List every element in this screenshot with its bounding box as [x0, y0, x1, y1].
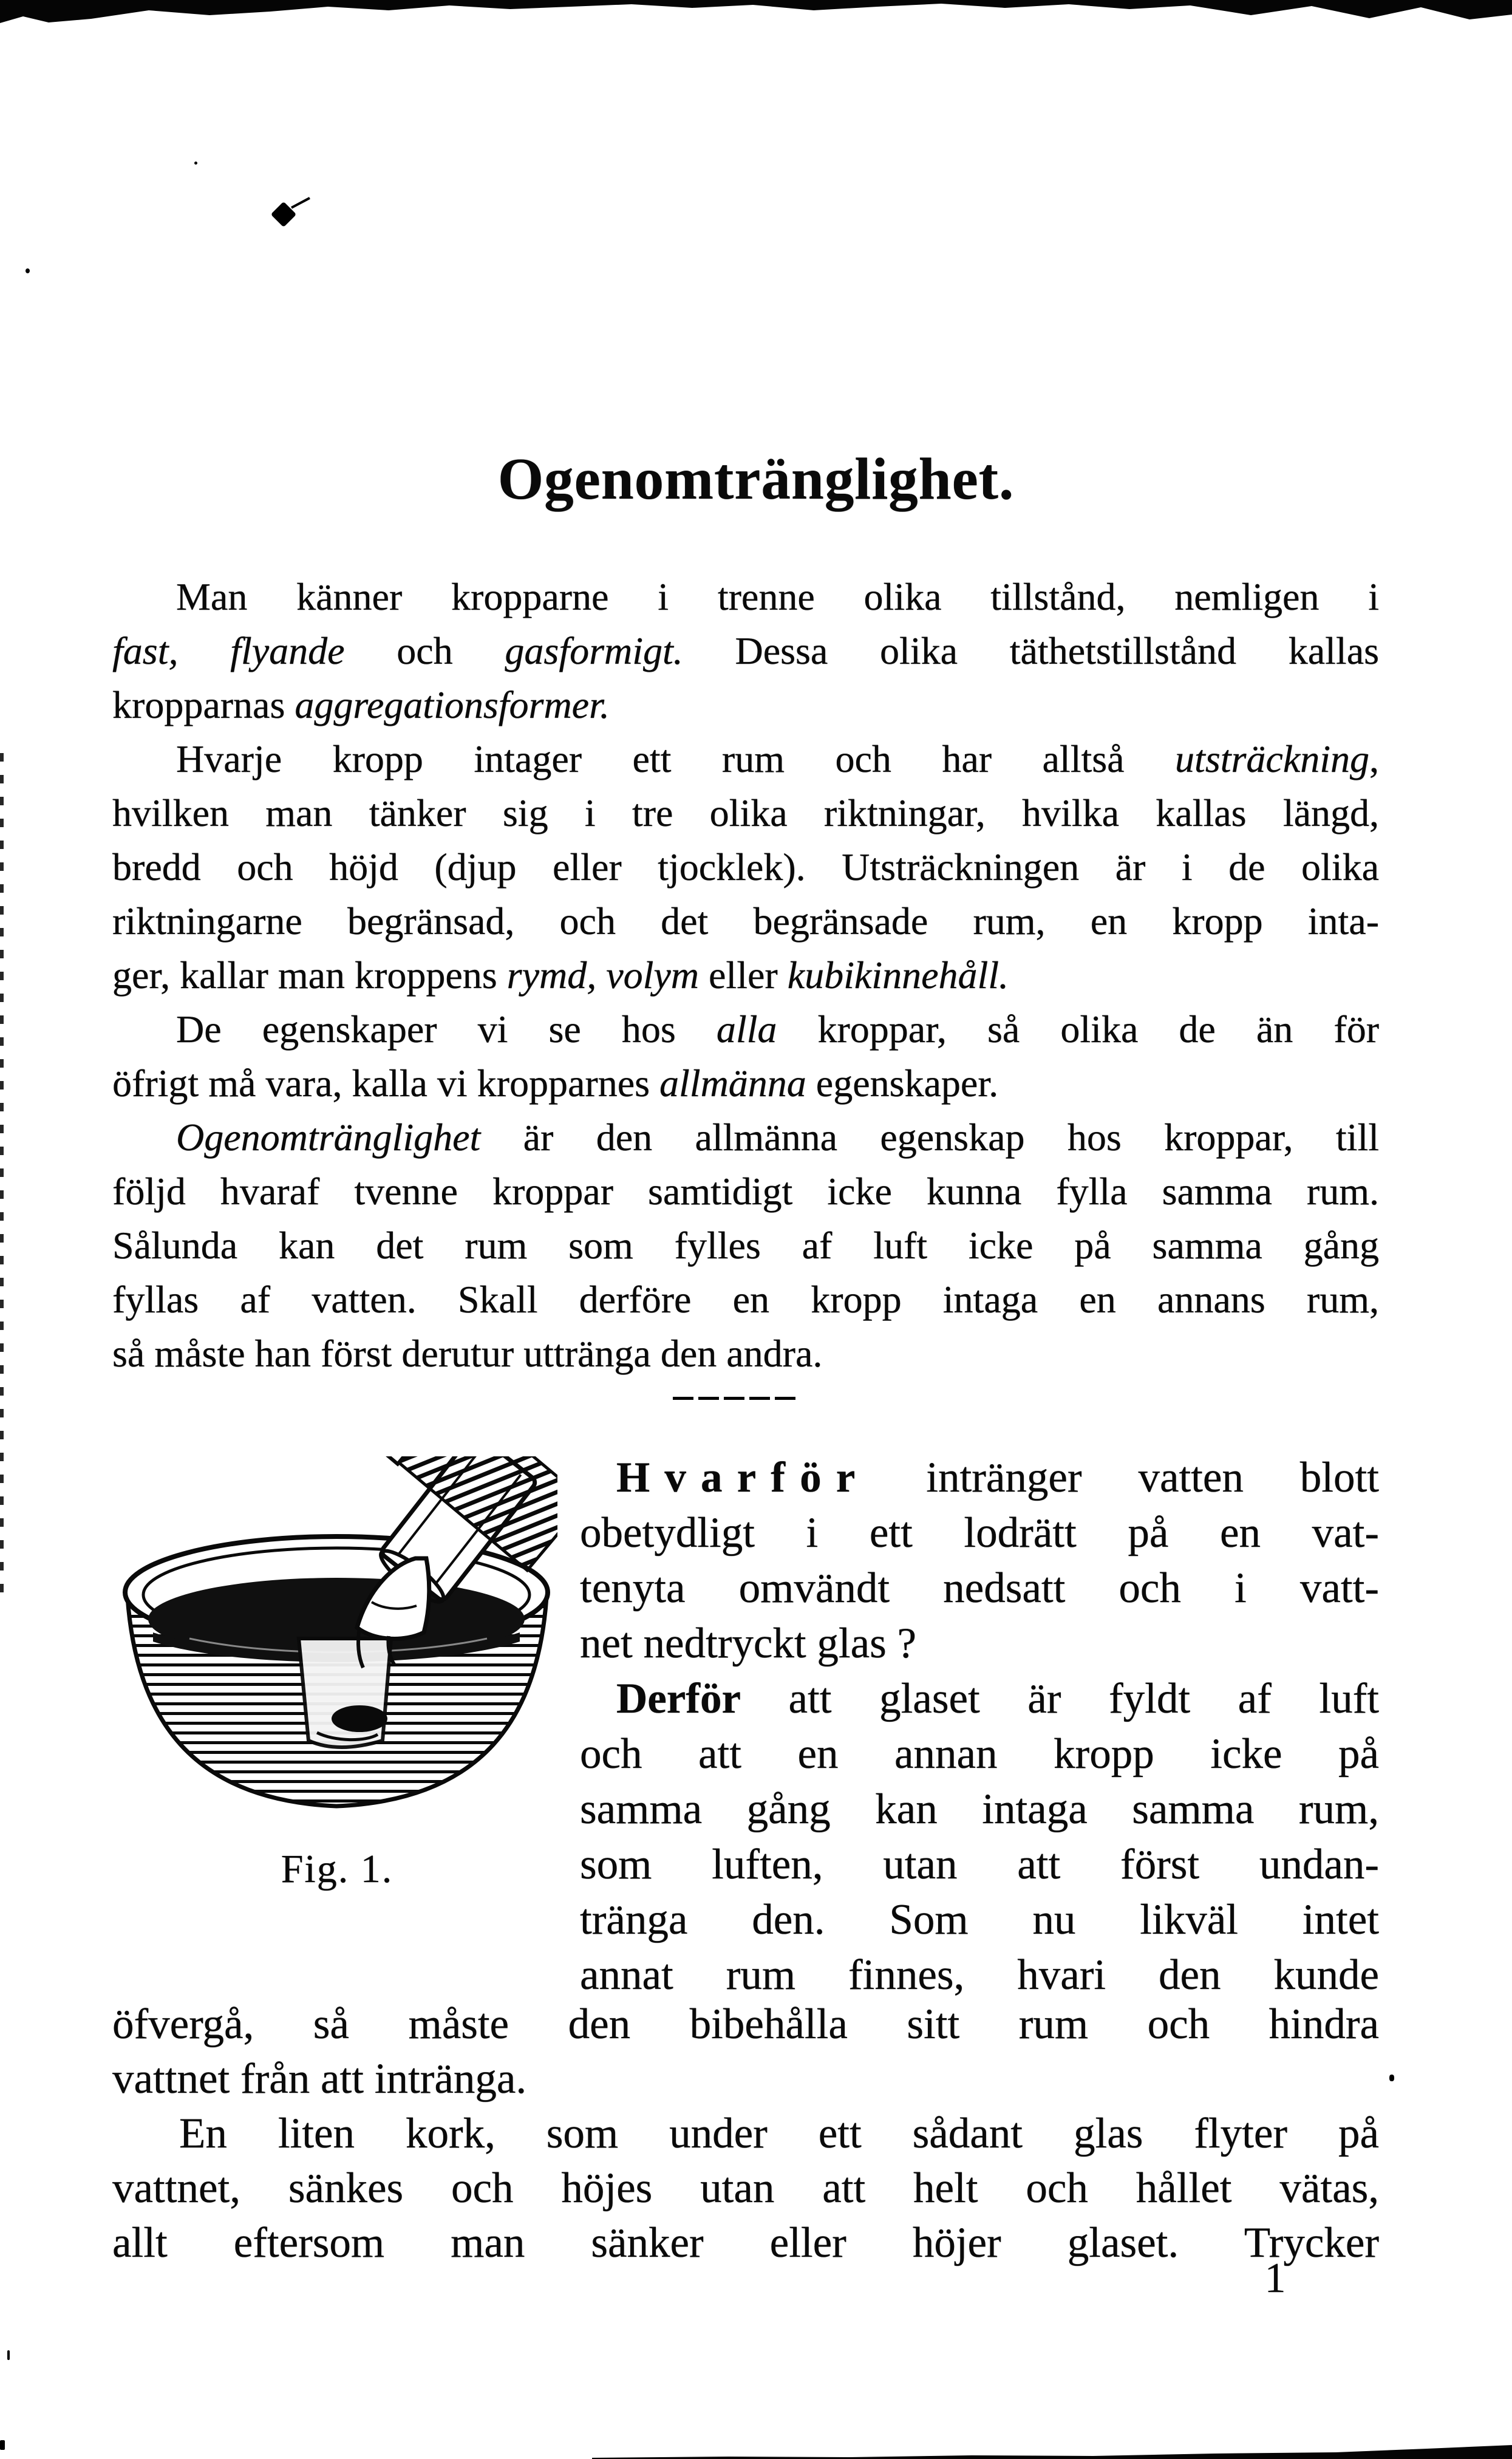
scan-speck [1389, 2075, 1394, 2081]
text-segment: som luften, utan att först undan- [580, 1841, 1379, 1888]
scan-speck [194, 162, 197, 165]
ink-blot-tail [291, 197, 310, 208]
text-line [112, 1164, 1379, 1218]
text-line [580, 1892, 1379, 1948]
text-segment: Hvarje kropp intager ett rum och har alltså [176, 737, 1176, 780]
text-segment: öfrigt må vara, kalla vi kropparnes [112, 1062, 659, 1105]
text-segment: obetydligt i ett lodrätt på en vat- [580, 1509, 1379, 1557]
text-segment: net nedtryckt glas ? [580, 1620, 916, 1667]
text-segment: De egenskaper vi se hos [176, 1008, 717, 1051]
text-segment: , [1369, 737, 1379, 780]
text-segment: riktningarne begränsad, och det begränsade rum, en kropp inta- [112, 899, 1379, 943]
text-line [112, 570, 1379, 624]
text-segment: gasformigt. [505, 629, 683, 672]
text-segment: så måste han först derutur uttränga den andra. [112, 1332, 823, 1375]
scan-bottom-shadow [0, 2441, 1512, 2459]
text-segment: egenskaper. [806, 1062, 999, 1105]
bottom-paragraphs [112, 1997, 1379, 2270]
text-segment: En liten kork, som under ett sådant glas flyter på [179, 2110, 1379, 2157]
text-line [580, 1782, 1379, 1837]
text-line [112, 1056, 1379, 1110]
text-segment: Hvarför [616, 1454, 870, 1501]
scan-speck [0, 2440, 5, 2450]
text-line [112, 678, 1379, 732]
text-line [580, 1561, 1379, 1616]
text-segment: allt eftersom man sänker eller höjer glaset. Trycker [112, 2219, 1379, 2266]
text-segment: hvilken man tänker sig i tre olika riktningar, hvilka kallas längd, [112, 791, 1379, 834]
text-segment: utsträckning [1175, 737, 1369, 780]
text-segment: vattnet, sänkes och höjes utan att helt och hållet vätas, [112, 2164, 1379, 2212]
text-segment: och [344, 629, 505, 672]
text-segment: tenyta omvändt nedsatt och i vatt- [580, 1564, 1379, 1612]
figure-1 [117, 1456, 557, 1833]
text-segment: öfvergå, så måste den bibehålla sitt rum och hindra [112, 2000, 1379, 2048]
figure-illustration [117, 1456, 557, 1833]
text-line [580, 1948, 1379, 2003]
section-divider [673, 1397, 800, 1400]
text-line [580, 1450, 1379, 1506]
text-segment: bredd och höjd (djup eller tjocklek). Utsträckningen är i de olika [112, 845, 1379, 888]
text-line [112, 2051, 1379, 2106]
text-line [112, 1002, 1379, 1056]
text-line [112, 894, 1379, 948]
gutter-edge-artifact [0, 753, 4, 1603]
page-number: 1 [1264, 2255, 1286, 2302]
text-segment: eller [699, 953, 788, 997]
text-segment: och att en annan kropp icke på [580, 1730, 1379, 1778]
scan-speck [7, 2350, 10, 2360]
text-segment: Dessa olika täthetstillstånd kallas [683, 629, 1380, 672]
intro-paragraphs [112, 570, 1379, 1380]
text-line [580, 1671, 1379, 1727]
text-segment: är den allmänna egenskap hos kroppar, till [480, 1116, 1379, 1159]
text-line [112, 732, 1379, 786]
text-line [112, 2106, 1379, 2161]
text-segment: kropparnas [112, 683, 295, 726]
text-segment: annat rum finnes, hvari den kunde [580, 1951, 1379, 1999]
text-segment: fast, flyande [112, 629, 345, 672]
text-line [112, 786, 1379, 840]
text-segment: tränga den. Som nu likväl intet [580, 1896, 1379, 1943]
text-line [580, 1727, 1379, 1782]
figure-caption: Fig. 1. [281, 1847, 393, 1891]
text-line [112, 840, 1379, 894]
text-segment: ger, kallar man kroppens [112, 953, 507, 997]
text-segment: aggregationsformer. [295, 683, 610, 726]
text-segment: rymd, volym [506, 953, 699, 997]
text-segment: vattnet från att intränga. [112, 2055, 527, 2103]
text-line [112, 1110, 1379, 1164]
page-title: Ogenomtränglighet. [497, 446, 1015, 511]
text-line [112, 624, 1379, 678]
text-segment: kroppar, så olika de än för [777, 1008, 1380, 1051]
text-segment: att glaset är fyldt af luft [740, 1675, 1379, 1722]
text-segment: Man känner kropparne i trenne olika tillstånd, nemligen i [176, 575, 1379, 618]
text-segment: intränger vatten blott [870, 1454, 1379, 1501]
text-line [112, 1997, 1379, 2051]
text-segment: kubikinnehåll. [787, 953, 1009, 997]
text-segment: Derför [616, 1675, 741, 1722]
text-segment: fyllas af vatten. Skall derföre en kropp intaga en annans rum, [112, 1278, 1379, 1321]
text-line [580, 1506, 1379, 1561]
scan-speck [26, 268, 30, 273]
text-line [112, 2215, 1379, 2270]
text-line [112, 2161, 1379, 2215]
text-segment: Sålunda kan det rum som fylles af luft icke på samma gång [112, 1224, 1379, 1267]
text-segment: följd hvaraf tvenne kroppar samtidigt icke kunna fylla samma rum. [112, 1170, 1379, 1213]
question-answer-column [580, 1450, 1379, 2003]
text-line [580, 1616, 1379, 1671]
text-line [112, 1326, 1379, 1380]
text-line [112, 1218, 1379, 1272]
torn-page-top-edge [0, 0, 1512, 26]
text-line [580, 1837, 1379, 1892]
text-segment: samma gång kan intaga samma rum, [580, 1785, 1379, 1833]
text-segment: alla [716, 1008, 777, 1051]
text-segment: allmänna [659, 1062, 806, 1105]
text-line [112, 1272, 1379, 1326]
text-line [112, 948, 1379, 1002]
text-segment: Ogenomtränglighet [176, 1116, 481, 1159]
